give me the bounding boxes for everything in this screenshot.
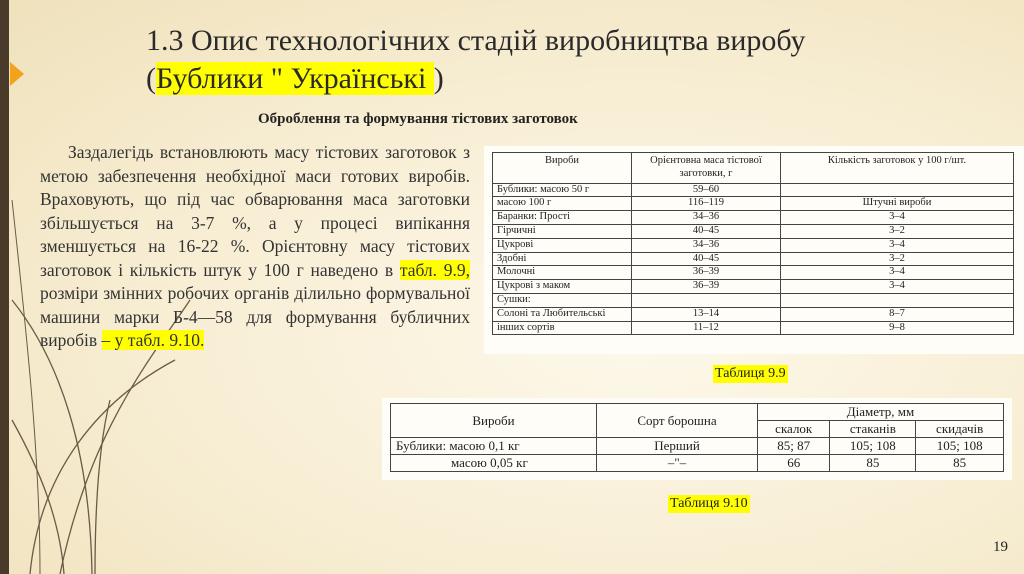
- table-row: [493, 224, 1014, 238]
- header-count: Кількість заготовок у 100 г/шт.: [781, 153, 1014, 184]
- cell: 59–60: [632, 183, 781, 197]
- table-row: [493, 211, 1014, 225]
- table-9-10: [390, 403, 1004, 472]
- title-line-2: [146, 60, 806, 98]
- cell: Здобні: [493, 252, 632, 266]
- table-9-10-caption: Таблиця 9.10: [670, 496, 748, 511]
- cell: 34–36: [632, 211, 781, 225]
- table-row: [493, 307, 1014, 321]
- table-9-9-caption: Таблиця 9.9: [715, 366, 786, 381]
- title-highlight: Бублики " Українські: [156, 62, 434, 95]
- cell: 116–119: [632, 197, 781, 211]
- cell: Штучні вироби: [781, 197, 1014, 211]
- cell: інших сортів: [493, 321, 632, 335]
- cell: 3–4: [781, 211, 1014, 225]
- title-paren-open: (: [146, 62, 156, 95]
- cell: масою 0,05 кг: [391, 455, 597, 472]
- cell: Солоні та Любительські: [493, 307, 632, 321]
- subheader: скалок: [758, 421, 830, 438]
- cell: 3–4: [781, 238, 1014, 252]
- table-row: [493, 266, 1014, 280]
- cell: Сушки:: [493, 293, 632, 307]
- cell: –"–: [597, 455, 758, 472]
- page-number: 19: [993, 539, 1008, 555]
- body-text-2: розміри змінних робочих органів ділильно формувальної машини марки Б-4—58 для формування бубличних виробів: [40, 283, 470, 350]
- cell: 85; 87: [758, 438, 830, 455]
- cell: [781, 183, 1014, 197]
- cell: Молочні: [493, 266, 632, 280]
- cell: 66: [758, 455, 830, 472]
- table-row: [493, 321, 1014, 335]
- cell: Перший: [597, 438, 758, 455]
- cell: 13–14: [632, 307, 781, 321]
- cell: Баранки: Прості: [493, 211, 632, 225]
- cell: 34–36: [632, 238, 781, 252]
- cell: 3–2: [781, 252, 1014, 266]
- slide-title: [146, 22, 806, 98]
- cell: Бублики: масою 50 г: [493, 183, 632, 197]
- cell: Цукрові: [493, 238, 632, 252]
- cell: 8–7: [781, 307, 1014, 321]
- header-products: Вироби: [493, 153, 632, 184]
- table-header-row: [391, 404, 1004, 421]
- section-subtitle: Оброблення та формування тістових заготовок: [258, 111, 578, 127]
- table-row: [493, 280, 1014, 294]
- header-flour-grade: Сорт борошна: [597, 404, 758, 438]
- cell: 3–4: [781, 280, 1014, 294]
- cell: 36–39: [632, 280, 781, 294]
- title-line-1: 1.3 Опис технологічних стадій виробництва виробу: [146, 24, 806, 57]
- cell: 85: [830, 455, 916, 472]
- table-header-row: [493, 153, 1014, 184]
- cell: 3–2: [781, 224, 1014, 238]
- cell: [781, 293, 1014, 307]
- table-row: [493, 293, 1014, 307]
- cell: 3–4: [781, 266, 1014, 280]
- subheader: стаканів: [830, 421, 916, 438]
- body-paragraph: [40, 141, 470, 353]
- cell: 36–39: [632, 266, 781, 280]
- header-products: Вироби: [391, 404, 597, 438]
- header-diameter: Діаметр, мм: [758, 404, 1004, 421]
- cell: Цукрові з маком: [493, 280, 632, 294]
- cell: Гірчичні: [493, 224, 632, 238]
- cell: [632, 293, 781, 307]
- cell: Бублики: масою 0,1 кг: [391, 438, 597, 455]
- title-paren-close: ): [433, 62, 444, 95]
- header-mass: Орієнтовна маса тістової заготовки, г: [632, 153, 781, 184]
- subheader: скидачів: [916, 421, 1004, 438]
- table-9-9: [492, 152, 1014, 335]
- table-9-9-reference: табл. 9.9,: [399, 259, 470, 280]
- table-row: [493, 238, 1014, 252]
- table-row: [493, 183, 1014, 197]
- cell: масою 100 г: [493, 197, 632, 211]
- table-row: [493, 197, 1014, 211]
- table-row: [493, 252, 1014, 266]
- cell: 105; 108: [830, 438, 916, 455]
- cell: 85: [916, 455, 1004, 472]
- table-row: [391, 438, 1004, 455]
- table-9-10-reference: – у табл. 9.10.: [101, 330, 205, 350]
- cell: 105; 108: [916, 438, 1004, 455]
- cell: 9–8: [781, 321, 1014, 335]
- cell: 40–45: [632, 252, 781, 266]
- cell: 40–45: [632, 224, 781, 238]
- body-text-1: Заздалегідь встановлюють масу тістових заготовок з метою забезпечення необхідної маси готових виробів. Враховують, що під час обварювання маса заготовки збільшується на 3-7 %, а у процесі випікання зменшується на 16-22 %. Орієнтовну масу тістових заготовок і кількість штук у 100 г наведено в: [40, 142, 470, 280]
- cell: 11–12: [632, 321, 781, 335]
- table-row: [391, 455, 1004, 472]
